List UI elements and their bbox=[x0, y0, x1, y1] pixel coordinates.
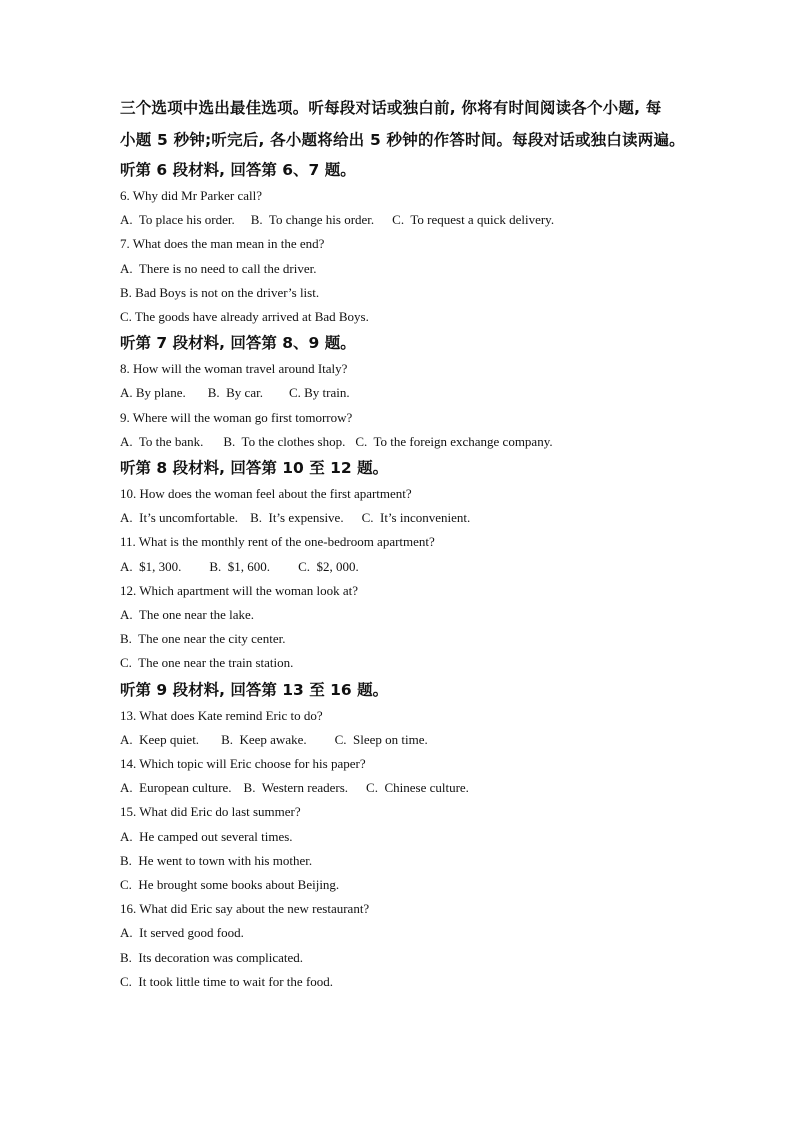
question-7: 7. What does the man mean in the end? bbox=[120, 236, 325, 252]
question-6: 6. Why did Mr Parker call? bbox=[120, 188, 262, 203]
options-11 bbox=[120, 555, 720, 579]
option-6a: A. To place his order. bbox=[120, 212, 235, 228]
option-6c: C. To request a quick delivery. bbox=[392, 212, 555, 228]
option-8a: A. By plane. bbox=[120, 385, 186, 401]
options-13 bbox=[120, 728, 720, 752]
option-10c: C. It’s inconvenient. bbox=[361, 510, 471, 526]
option-9b: B. To the clothes shop. bbox=[223, 433, 346, 449]
option-16b: B. Its decoration was complicated. bbox=[120, 949, 304, 965]
option-7a: A. There is no need to call the driver. bbox=[120, 260, 317, 276]
option-12c: C. The one near the train station. bbox=[120, 655, 294, 671]
option-15c: C. He brought some books about Beijing. bbox=[120, 877, 340, 893]
option-11b: B. $1, 600. bbox=[209, 558, 271, 574]
option-15a: A. He camped out several times. bbox=[120, 828, 293, 844]
option-14c: C. Chinese culture. bbox=[366, 780, 469, 796]
document-page bbox=[120, 92, 720, 994]
section-heading-9: 听第 9 段材料, 回答第 13 至 16 题。 bbox=[120, 680, 389, 699]
option-11c: C. $2, 000. bbox=[298, 558, 359, 574]
question-11: 11. What is the monthly rent of the one-bedroom apartment? bbox=[120, 534, 435, 550]
question-9: 9. Where will the woman go first tomorrow? bbox=[120, 409, 353, 425]
option-12a: A. The one near the lake. bbox=[120, 607, 255, 623]
option-13c: C. Sleep on time. bbox=[334, 731, 428, 747]
option-9c: C. To the foreign exchange company. bbox=[355, 433, 553, 449]
section-heading-8: 听第 8 段材料, 回答第 10 至 12 题。 bbox=[120, 459, 389, 478]
option-13b: B. Keep awake. bbox=[221, 731, 307, 747]
options-6 bbox=[120, 208, 720, 232]
option-13a: A. Keep quiet. bbox=[120, 731, 200, 747]
options-9 bbox=[120, 430, 720, 454]
option-9a: A. To the bank. bbox=[120, 433, 204, 449]
intro-line-2: 小题 5 秒钟;听完后, 各小题将给出 5 秒钟的作答时间。每段对话或独白读两遍。 bbox=[120, 131, 685, 149]
options-14 bbox=[120, 776, 720, 800]
question-10: 10. How does the woman feel about the first apartment? bbox=[120, 486, 412, 502]
option-8c: C. By train. bbox=[288, 385, 350, 401]
option-10b: B. It’s expensive. bbox=[250, 510, 344, 526]
question-16: 16. What did Eric say about the new restaurant? bbox=[120, 901, 370, 917]
option-16a: A. It served good food. bbox=[120, 925, 244, 941]
option-12b: B. The one near the city center. bbox=[120, 631, 286, 647]
question-15: 15. What did Eric do last summer? bbox=[120, 804, 301, 820]
question-8: 8. How will the woman travel around Italy? bbox=[120, 361, 348, 377]
question-12: 12. Which apartment will the woman look at? bbox=[120, 582, 359, 598]
question-14: 14. Which topic will Eric choose for his paper? bbox=[120, 756, 366, 772]
options-8 bbox=[120, 381, 720, 405]
question-13: 13. What does Kate remind Eric to do? bbox=[120, 707, 323, 723]
option-7c: C. The goods have already arrived at Bad Boys. bbox=[120, 309, 369, 325]
option-14a: A. European culture. bbox=[120, 780, 232, 796]
option-14b: B. Western readers. bbox=[243, 780, 349, 796]
option-11a: A. $1, 300. bbox=[120, 558, 182, 574]
options-10 bbox=[120, 506, 720, 530]
option-6b: B. To change his order. bbox=[250, 212, 375, 228]
section-heading-6: 听第 6 段材料, 回答第 6、7 题。 bbox=[120, 161, 356, 179]
option-15b: B. He went to town with his mother. bbox=[120, 852, 313, 868]
option-10a: A. It’s uncomfortable. bbox=[120, 510, 239, 526]
section-heading-7: 听第 7 段材料, 回答第 8、9 题。 bbox=[120, 334, 356, 353]
option-8b: B. By car. bbox=[207, 385, 263, 401]
intro-line-1: 三个选项中选出最佳选项。听每段对话或独白前, 你将有时间阅读各个小题, 每 bbox=[120, 99, 662, 117]
option-16c: C. It took little time to wait for the food. bbox=[120, 973, 334, 989]
option-7b: B. Bad Boys is not on the driver’s list. bbox=[120, 284, 320, 300]
